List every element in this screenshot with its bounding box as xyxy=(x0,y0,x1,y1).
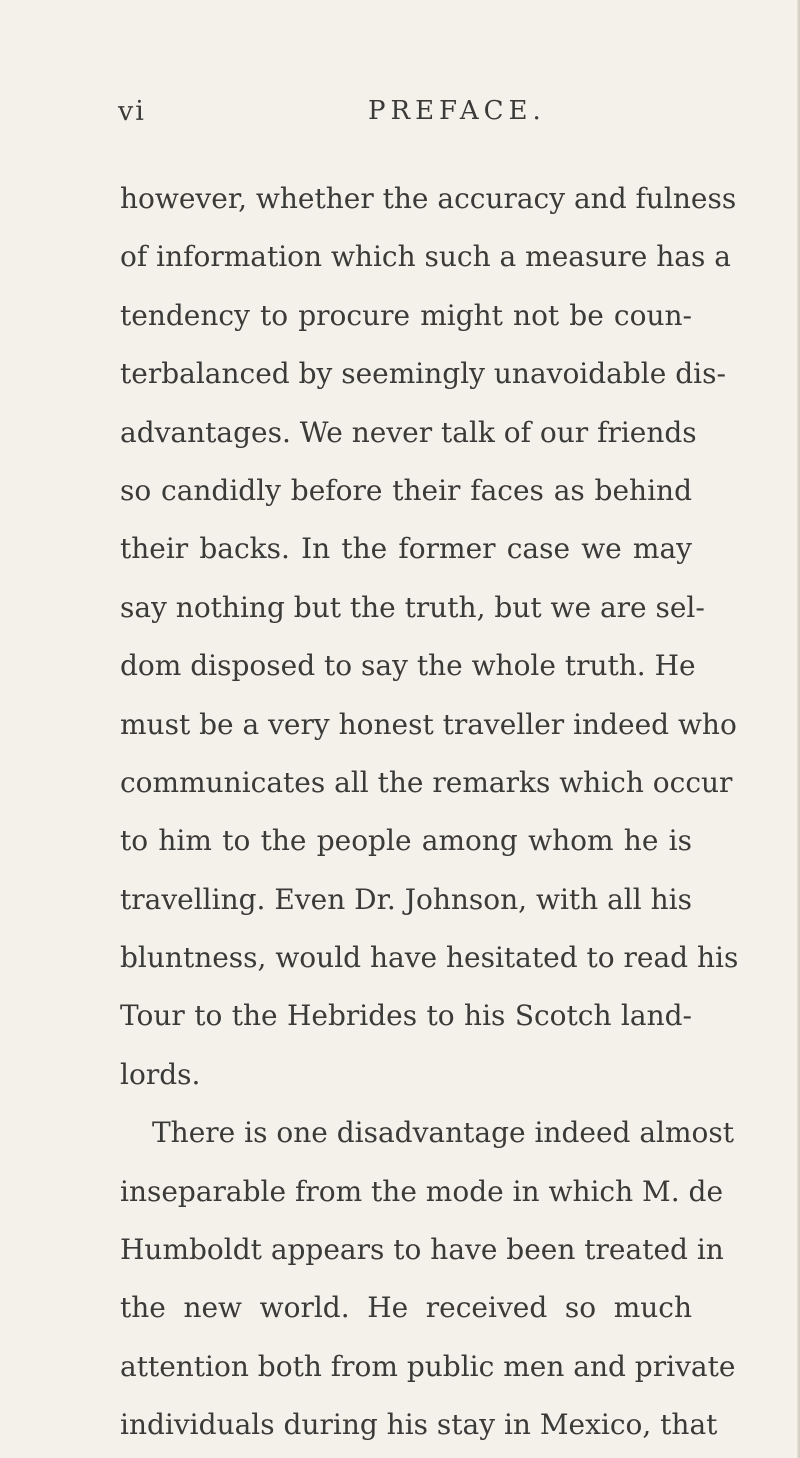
text-line: tendency to procure might not be coun- xyxy=(120,298,692,332)
running-title: PREFACE. xyxy=(368,96,546,126)
text-line: inseparable from the mode in which M. de xyxy=(120,1174,724,1208)
text-line: individuals during his stay in Mexico, that xyxy=(120,1408,718,1442)
text-line: however, whether the accuracy and fulness xyxy=(120,182,737,215)
text-line: dom disposed to say the whole truth. He xyxy=(120,649,696,683)
text-line: communicates all the remarks which occur xyxy=(120,765,733,799)
text-line: Humboldt appears to have been treated in xyxy=(120,1233,724,1267)
text-line: travelling. Even Dr. Johnson, with all his xyxy=(120,882,692,916)
body-text xyxy=(120,170,739,1455)
paragraph-end-line: lords. xyxy=(120,1057,201,1091)
text-line: say nothing but the truth, but we are sel- xyxy=(120,590,705,624)
paragraph-start-line: There is one disadvantage indeed almost xyxy=(152,1116,735,1150)
page-header xyxy=(118,96,678,136)
text-line: bluntness, would have hesitated to read his xyxy=(120,941,739,975)
text-line: so candidly before their faces as behind xyxy=(120,473,692,507)
text-line: their backs. In the former case we may xyxy=(120,532,692,566)
text-line: attention both from public men and private xyxy=(120,1349,736,1383)
text-line: the new world. He received so much xyxy=(120,1291,692,1325)
page-number: vi xyxy=(118,96,146,127)
text-line: advantages. We never talk of our friends xyxy=(120,415,697,449)
text-line: of information which such a measure has a xyxy=(120,240,731,274)
text-line: Tour to the Hebrides to his Scotch land- xyxy=(120,999,692,1033)
text-line: to him to the people among whom he is xyxy=(120,824,692,858)
text-line: must be a very honest traveller indeed who xyxy=(120,707,737,741)
text-line: terbalanced by seemingly unavoidable dis- xyxy=(120,357,726,391)
